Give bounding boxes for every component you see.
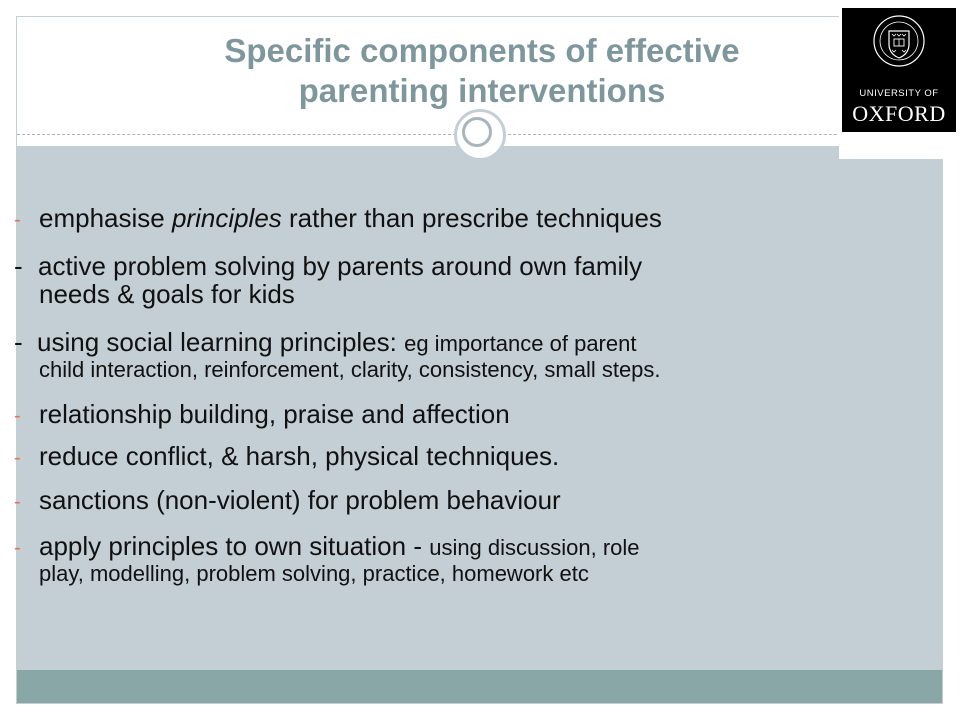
bullet-text-continued: needs & goals for kids bbox=[39, 279, 295, 309]
bullet-item bbox=[14, 442, 559, 470]
bullet-text: using social learning principles: bbox=[37, 327, 405, 357]
bullet-item bbox=[14, 252, 642, 308]
bullet-dash: - bbox=[14, 209, 21, 231]
bullet-text-continued: play, modelling, problem solving, practice, homework etc bbox=[39, 561, 589, 586]
bullet-dash: - bbox=[14, 447, 21, 469]
bullet-text: reduce conflict, & harsh, physical techniques. bbox=[39, 441, 560, 471]
bullet-dash: - bbox=[14, 491, 21, 513]
logo-oxford-label: OXFORD bbox=[852, 101, 946, 126]
bullet-item bbox=[14, 486, 561, 514]
bullet-item bbox=[14, 400, 510, 428]
bullet-dash: - bbox=[14, 251, 23, 281]
slide-title: Specific components of effective parenting interventions bbox=[224, 32, 740, 109]
bullet-text: active problem solving by parents around own family bbox=[38, 251, 643, 281]
bullet-text-small: using discussion, role bbox=[429, 535, 640, 560]
bullet-text: relationship building, praise and affection bbox=[39, 399, 510, 429]
bullet-item bbox=[14, 532, 640, 586]
bullet-item bbox=[14, 204, 662, 232]
bullet-text: emphasise bbox=[39, 203, 172, 233]
bullet-dash: - bbox=[14, 405, 21, 427]
bullet-dash: - bbox=[14, 537, 21, 559]
bullet-text-small: eg importance of parent bbox=[404, 331, 637, 356]
bullet-text-rest: rather than prescribe techniques bbox=[281, 203, 662, 233]
bullet-dash: - bbox=[14, 327, 23, 357]
logo-university-label: UNIVERSITY OF bbox=[859, 88, 939, 99]
bullet-emphasis: principles bbox=[171, 203, 282, 233]
bullet-text: sanctions (non-violent) for problem behaviour bbox=[39, 485, 561, 515]
bullet-text: apply principles to own situation - bbox=[39, 531, 430, 561]
bullet-text-continued: child interaction, reinforcement, clarity, consistency, small steps. bbox=[39, 357, 661, 382]
bullet-item bbox=[14, 328, 661, 382]
